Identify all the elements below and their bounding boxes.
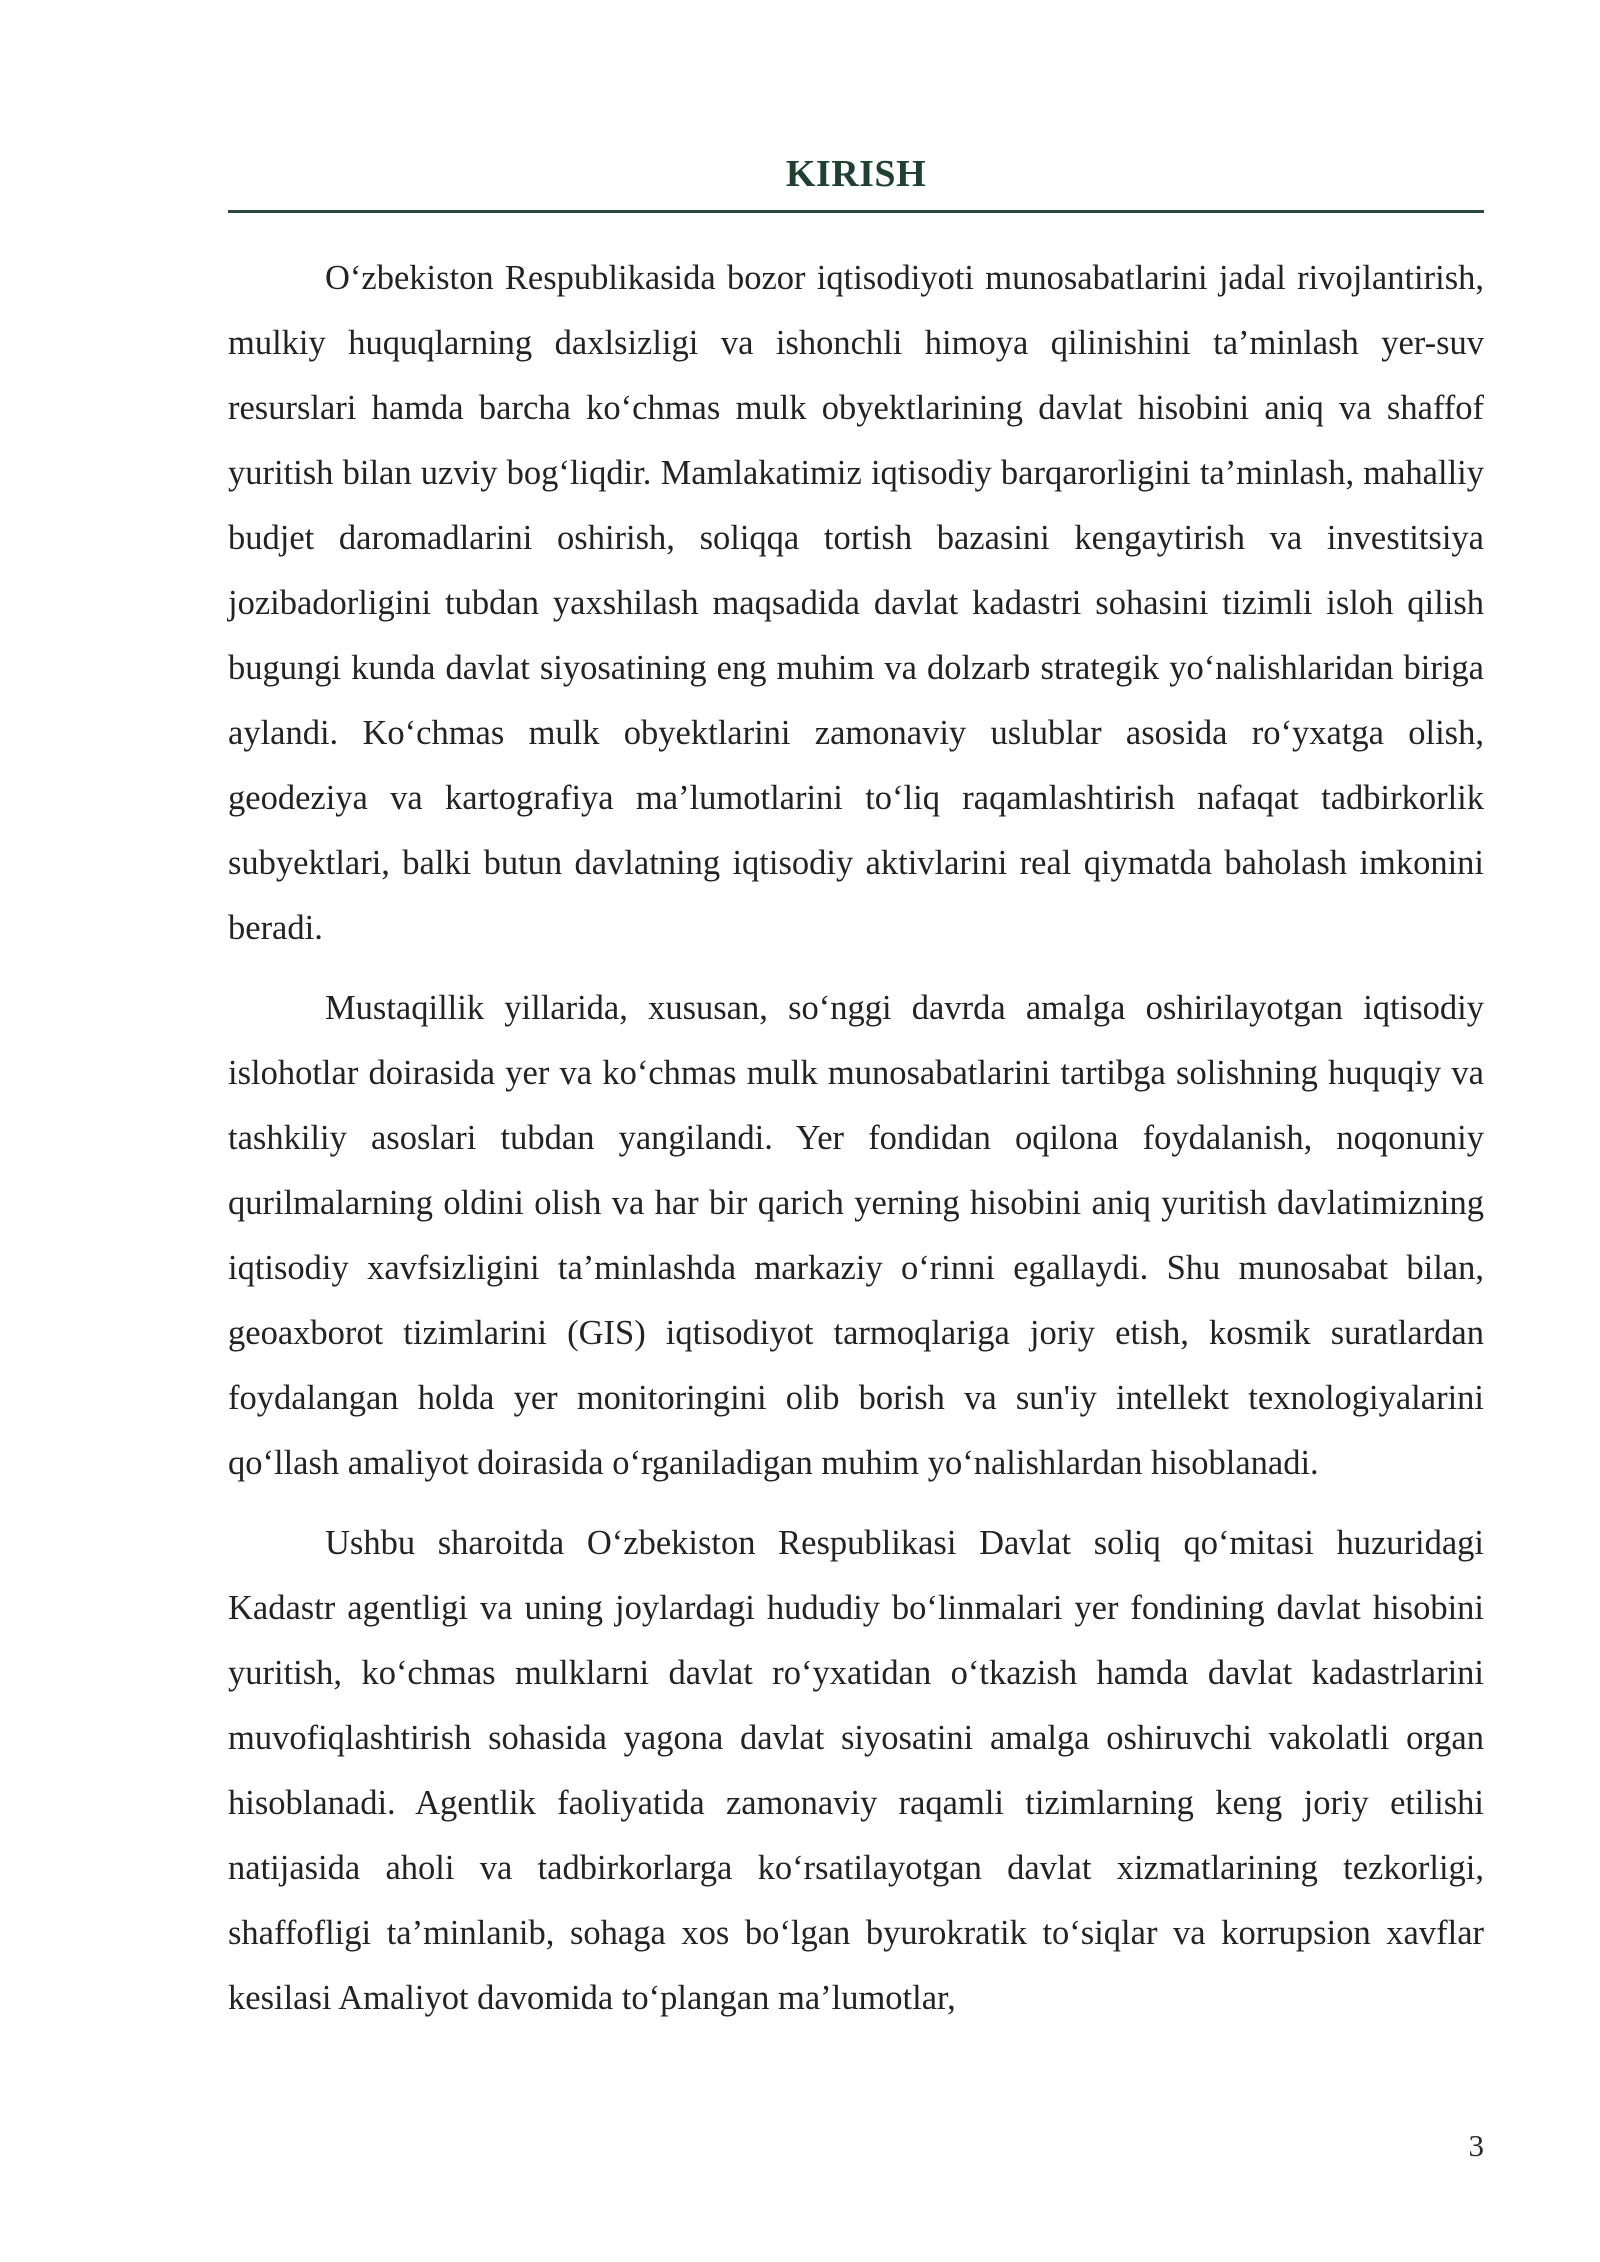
paragraph-3: Ushbu sharoitda O‘zbekiston Respublikasi Davlat soliq qo‘mitasi huzuridagi Kadastr agentligi va uning joylardagi hududiy bo‘linmalari yer fondining davlat hisobini yuritish, ko‘chmas mulklarni davlat ro‘yxatidan o‘tkazish hamda davlat kadastrlarini muvofiqlashtirish sohasida yagona davlat siyosatini amalga oshiruvchi vakolatli organ hisoblanadi. Agentlik faoliyatida zamonaviy raqamli tizimlarning keng joriy etilishi natijasida aholi va tadbirkorlarga ko‘rsatilayotgan davlat xizmatlarining tezkorligi, shaffofligi ta’minlanib, sohaga xos bo‘lgan byurokratik to‘siqlar va korrupsion xavflar kesilasi Amaliyot davomida to‘plangan ma’lumotlar, [228,1524,1484,2017]
heading-divider [228,210,1484,213]
paragraph-1: O‘zbekiston Respublikasida bozor iqtisodiyoti munosabatlarini jadal rivojlantirish, mulkiy huquqlarning daxlsizligi va ishonchli himoya qilinishini ta’minlash yer-suv resurslari hamda barcha ko‘chmas mulk obyektlarining davlat hisobini aniq va shaffof yuritish bilan uzviy bog‘liqdir. Mamlakatimiz iqtisodiy barqarorligini ta’minlash, mahalliy budjet daromadlarini oshirish, soliqqa tortish bazasini kengaytirish va investitsiya jozibadorligini tubdan yaxshilash maqsadida davlat kadastri sohasini tizimli isloh qilish bugungi kunda davlat siyosatining eng muhim va dolzarb strategik yo‘nalishlaridan biriga aylandi. Ko‘chmas mulk obyektlarini zamonaviy uslublar asosida ro‘yxatga olish, geodeziya va kartografiya ma’lumotlarini to‘liq raqamlashtirish nafaqat tadbirkorlik subyektlari, balki butun davlatning iqtisodiy aktivlarini real qiymatda baholash imkonini beradi. [228,259,1484,947]
page-number: 3 [1468,2128,1484,2163]
paragraph-2: Mustaqillik yillarida, xususan, so‘nggi davrda amalga oshirilayotgan iqtisodiy islohotlar doirasida yer va ko‘chmas mulk munosabatlarini tartibga solishning huquqiy va tashkiliy asoslari tubdan yangilandi. Yer fondidan oqilona foydalanish, noqonuniy qurilmalarning oldini olish va har bir qarich yerning hisobini aniq yuritish davlatimizning iqtisodiy xavfsizligini ta’minlashda markaziy o‘rinni egallaydi. Shu munosabat bilan, geoaxborot tizimlarini (GIS) iqtisodiyot tarmoqlariga joriy etish, kosmik suratlardan foydalangan holda yer monitoringini olib borish va sun'iy intellekt texnologiyalarini qo‘llash amaliyot doirasida o‘rganiladigan muhim yo‘nalishlardan hisoblanadi. [228,989,1484,1482]
section-heading: KIRISH [785,153,927,195]
body-text [228,246,1484,2031]
